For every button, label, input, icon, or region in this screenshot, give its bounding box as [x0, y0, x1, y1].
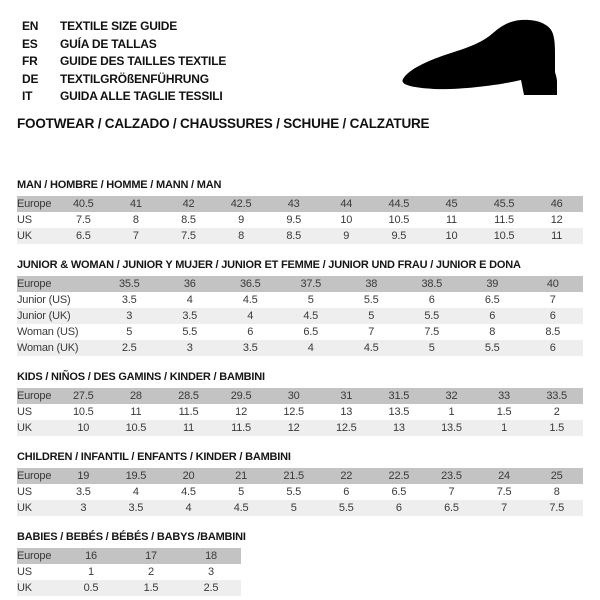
- size-cell: 3: [208, 565, 214, 578]
- size-cell: 12.5: [335, 421, 357, 434]
- size-cell: 5.5: [424, 309, 440, 322]
- size-cell: 7: [448, 485, 455, 498]
- size-cell: 12: [235, 405, 247, 418]
- language-guide-title: GUÍA DE TALLAS: [60, 36, 157, 51]
- size-cell: 13.5: [441, 421, 462, 434]
- table-row: [17, 468, 583, 484]
- row-label: Europe: [17, 277, 52, 290]
- size-cell: 7: [549, 293, 556, 306]
- size-cell: 28: [129, 389, 142, 402]
- size-cell: 19: [77, 469, 90, 482]
- size-section-man: [17, 179, 583, 244]
- language-guide-title: GUIDE DES TAILLES TEXTILE: [60, 54, 227, 68]
- size-cell: 12: [287, 421, 300, 434]
- table-row: [17, 340, 583, 356]
- size-cell: 6: [395, 501, 402, 514]
- size-table-babies: [17, 548, 241, 596]
- size-cell: 11: [551, 229, 563, 242]
- size-cell: 10.5: [388, 213, 410, 226]
- language-guide-title: TEXTILGRÖßENFÜHRUNG: [60, 71, 209, 86]
- size-cell: 8: [489, 325, 496, 338]
- size-section-children: [17, 451, 583, 516]
- size-cell: 38: [365, 277, 378, 290]
- size-cell: 7.5: [424, 325, 440, 338]
- size-cell: 21: [235, 469, 247, 482]
- size-cell: 10: [445, 229, 458, 242]
- dress-shoe-icon: [396, 13, 578, 111]
- row-label: Junior (UK): [17, 309, 71, 322]
- size-cell: 10: [77, 421, 90, 434]
- size-cell: 4: [186, 293, 193, 306]
- size-table-kids: [17, 388, 583, 436]
- size-cell: 31: [340, 389, 353, 402]
- size-cell: 11.5: [494, 213, 514, 226]
- size-cell: 24: [498, 469, 510, 482]
- size-cell: 46: [550, 197, 563, 210]
- size-cell: 33.5: [546, 389, 567, 402]
- size-cell: 1: [448, 405, 455, 418]
- table-title-babies: BABIES / BEBÉS / BÉBÉS / BABYS /BAMBINI: [17, 530, 246, 543]
- size-cell: 36: [183, 277, 196, 290]
- size-cell: 3.5: [182, 309, 198, 322]
- size-cell: 5.5: [363, 293, 379, 306]
- size-tables-container: [17, 179, 583, 596]
- size-cell: 22: [340, 469, 353, 482]
- size-cell: 13: [340, 405, 353, 418]
- size-cell: 13: [392, 421, 405, 434]
- row-label: Europe: [17, 469, 52, 482]
- language-guide-title: GUIDA ALLE TAGLIE TESSILI: [60, 89, 223, 103]
- size-cell: 4.5: [363, 341, 379, 354]
- size-cell: 8.5: [286, 229, 302, 242]
- size-cell: 45: [445, 197, 458, 210]
- table-row: [17, 308, 583, 324]
- size-cell: 10.5: [125, 421, 147, 434]
- size-cell: 2: [553, 405, 560, 418]
- size-cell: 11.5: [178, 405, 199, 418]
- size-cell: 27.5: [72, 389, 94, 402]
- size-cell: 4.5: [181, 485, 196, 498]
- size-cell: 16: [85, 549, 97, 562]
- size-cell: 11: [182, 421, 194, 434]
- size-cell: 3.5: [121, 293, 137, 306]
- size-cell: 7.5: [549, 501, 565, 514]
- size-cell: 44.5: [388, 197, 410, 210]
- size-cell: 41: [129, 197, 142, 210]
- size-cell: 7.5: [181, 229, 196, 242]
- size-cell: 11: [445, 213, 457, 226]
- size-cell: 7.5: [496, 485, 512, 498]
- table-row: [17, 388, 583, 404]
- size-section-kids: [17, 371, 583, 436]
- row-label: Europe: [17, 549, 52, 562]
- size-cell: 21.5: [283, 469, 304, 482]
- size-cell: 2: [148, 565, 154, 578]
- size-cell: 1: [88, 565, 94, 578]
- language-code: DE: [22, 71, 39, 86]
- size-cell: 28.5: [178, 389, 199, 402]
- size-cell: 3: [126, 309, 133, 322]
- size-cell: 6: [247, 325, 254, 338]
- size-cell: 29.5: [230, 389, 252, 402]
- size-table-children: [17, 468, 583, 516]
- row-label: US: [17, 485, 32, 498]
- row-label: Europe: [17, 389, 52, 402]
- size-cell: 42: [182, 197, 195, 210]
- size-cell: 37.5: [300, 277, 322, 290]
- table-row: [17, 580, 241, 596]
- size-cell: 7: [501, 501, 507, 514]
- size-cell: 9.5: [286, 213, 302, 226]
- size-cell: 12: [550, 213, 563, 226]
- size-cell: 6: [489, 309, 496, 322]
- size-cell: 32: [445, 389, 458, 402]
- size-cell: 40.5: [72, 197, 94, 210]
- size-cell: 17: [145, 549, 157, 562]
- size-cell: 6.5: [303, 325, 319, 338]
- size-cell: 5: [428, 341, 435, 354]
- table-row: [17, 196, 583, 212]
- category-heading: FOOTWEAR / CALZADO / CHAUSSURES / SCHUHE / CALZATURE: [17, 115, 430, 131]
- size-cell: 10.5: [493, 229, 515, 242]
- size-cell: 7.5: [75, 213, 91, 226]
- size-cell: 5: [238, 485, 245, 498]
- size-cell: 42.5: [230, 197, 252, 210]
- size-cell: 6: [343, 485, 350, 498]
- table-row: [17, 548, 241, 564]
- size-table-junior-woman: [17, 276, 583, 356]
- language-code: EN: [22, 19, 39, 33]
- row-label: Woman (UK): [17, 341, 79, 354]
- size-cell: 13.5: [388, 405, 410, 418]
- size-cell: 5.5: [338, 501, 354, 514]
- row-label: US: [17, 405, 32, 418]
- table-row: [17, 276, 583, 292]
- row-label: Europe: [17, 197, 52, 210]
- size-cell: 5: [126, 325, 133, 338]
- table-row: [17, 404, 583, 420]
- size-cell: 1.5: [549, 421, 565, 434]
- table-title-kids: KIDS / NIÑOS / DES GAMINS / KINDER / BAMBINI: [17, 370, 265, 383]
- size-cell: 5: [290, 501, 297, 514]
- size-cell: 3: [186, 341, 193, 354]
- size-cell: 3.5: [128, 501, 144, 514]
- table-row: [17, 484, 583, 500]
- table-row: [17, 564, 241, 580]
- size-cell: 4: [132, 485, 139, 498]
- size-cell: 1.5: [143, 581, 159, 594]
- size-cell: 5.5: [484, 341, 500, 354]
- table-title-children: CHILDREN / INFANTIL / ENFANTS / KINDER / BAMBINI: [17, 450, 291, 463]
- size-cell: 8: [553, 485, 560, 498]
- size-cell: 5: [368, 309, 375, 322]
- size-cell: 6: [428, 293, 435, 306]
- size-section-babies: [17, 531, 583, 596]
- size-cell: 4: [247, 309, 254, 322]
- size-cell: 9: [238, 213, 245, 226]
- size-cell: 2.5: [203, 581, 219, 594]
- table-row: [17, 324, 583, 340]
- size-cell: 45.5: [493, 197, 515, 210]
- size-cell: 4: [185, 501, 192, 514]
- row-label: Woman (US): [17, 325, 79, 338]
- size-cell: 40: [546, 277, 559, 290]
- size-cell: 38.5: [421, 277, 443, 290]
- size-cell: 23.5: [441, 469, 462, 482]
- size-cell: 4: [307, 341, 314, 354]
- size-cell: 1.5: [496, 405, 512, 418]
- row-label: UK: [17, 421, 32, 434]
- size-cell: 4.5: [242, 293, 258, 306]
- size-cell: 39: [486, 277, 499, 290]
- language-guide-title: TEXTILE SIZE GUIDE: [60, 19, 178, 33]
- row-label: UK: [17, 581, 32, 594]
- row-label: UK: [17, 229, 32, 242]
- size-cell: 20: [182, 469, 195, 482]
- size-cell: 6: [549, 309, 556, 322]
- table-row: [17, 228, 583, 244]
- language-code: IT: [22, 89, 33, 103]
- size-table-man: [17, 196, 583, 244]
- size-cell: 10: [340, 213, 353, 226]
- size-cell: 5: [307, 293, 314, 306]
- size-cell: 7: [132, 229, 139, 242]
- language-code: FR: [22, 54, 38, 68]
- table-title-man: MAN / HOMBRE / HOMME / MANN / MAN: [17, 178, 222, 191]
- size-cell: 11: [130, 405, 142, 418]
- size-cell: 5.5: [286, 485, 302, 498]
- size-cell: 11.5: [231, 421, 251, 434]
- size-cell: 3.5: [242, 341, 258, 354]
- size-cell: 8: [132, 213, 139, 226]
- size-cell: 35.5: [118, 277, 140, 290]
- language-code: ES: [22, 36, 38, 51]
- size-cell: 33: [498, 389, 510, 402]
- size-cell: 8.5: [181, 213, 196, 226]
- size-cell: 6.5: [484, 293, 500, 306]
- size-cell: 12.5: [283, 405, 304, 418]
- size-cell: 7: [368, 325, 375, 338]
- size-cell: 44: [340, 197, 353, 210]
- size-cell: 31.5: [388, 389, 410, 402]
- table-row: [17, 420, 583, 436]
- size-cell: 6.5: [391, 485, 407, 498]
- size-cell: 6.5: [75, 229, 91, 242]
- size-section-junior-woman: [17, 259, 583, 356]
- size-cell: 8: [238, 229, 245, 242]
- size-cell: 3.5: [75, 485, 91, 498]
- size-cell: 6.5: [444, 501, 459, 514]
- size-cell: 3: [80, 501, 87, 514]
- size-cell: 8.5: [545, 325, 561, 338]
- size-cell: 1: [501, 421, 507, 434]
- size-cell: 6: [549, 341, 556, 354]
- row-label: US: [17, 213, 32, 226]
- row-label: UK: [17, 501, 32, 514]
- table-row: [17, 212, 583, 228]
- size-cell: 0.5: [83, 581, 99, 594]
- row-label: Junior (US): [17, 293, 71, 306]
- size-cell: 9: [343, 229, 350, 242]
- size-cell: 9.5: [391, 229, 407, 242]
- size-cell: 19.5: [125, 469, 147, 482]
- size-cell: 4.5: [303, 309, 319, 322]
- size-cell: 2.5: [121, 341, 137, 354]
- size-cell: 43: [287, 197, 300, 210]
- table-row: [17, 292, 583, 308]
- size-cell: 36.5: [239, 277, 261, 290]
- size-cell: 4.5: [233, 501, 249, 514]
- table-title-junior-woman: JUNIOR & WOMAN / JUNIOR Y MUJER / JUNIOR ET FEMME / JUNIOR UND FRAU / JUNIOR E DONA: [17, 258, 521, 271]
- table-row: [17, 500, 583, 516]
- row-label: US: [17, 565, 32, 578]
- size-cell: 22.5: [388, 469, 410, 482]
- size-cell: 5.5: [182, 325, 198, 338]
- size-cell: 10.5: [72, 405, 94, 418]
- size-cell: 30: [287, 389, 300, 402]
- size-cell: 25: [550, 469, 563, 482]
- size-cell: 18: [205, 549, 217, 562]
